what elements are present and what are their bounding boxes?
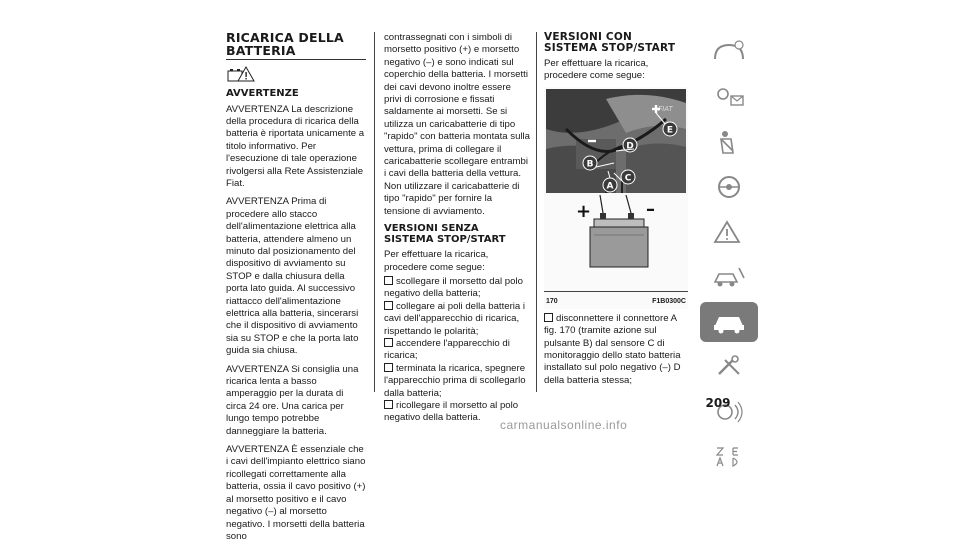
section-heading-stop-start: VERSIONI CON SISTEMA STOP/START [544, 31, 676, 54]
nav-tile-driving[interactable] [700, 167, 758, 207]
warning-paragraph: AVVERTENZA Prima di procedere allo stacco dell'alimentazione elettrica alla batteria, attendere almeno un minuto dal posizionamento del dispositivo di avviamento su STOP e dalla chiusura della porta lato guida. Al successivo riattacco dell'alimentazione elettrica alla batteria, sincerarsi che il dispositivo di avviamento sia su STOP e che la porta lato guida sia chiusa. [226, 196, 359, 357]
procedure-steps [384, 276, 530, 425]
column-1 [226, 32, 366, 549]
service-wrench-icon [711, 354, 747, 380]
battery-warning-icon [226, 65, 256, 83]
lights-mail-icon [711, 84, 747, 110]
list-item: ricollegare il morsetto al polo negativo della batteria. [384, 399, 519, 424]
checkbox-icon [384, 301, 393, 310]
battery-minus-label: – [646, 198, 655, 220]
checkbox-icon [544, 313, 553, 322]
column-divider [374, 32, 375, 392]
column-2 [384, 32, 530, 425]
nav-tile-dashboard[interactable] [700, 32, 758, 72]
page-number: 209 [705, 396, 731, 410]
continued-paragraph: contrassegnati con i simboli di morsetto positivo (+) e morsetto negativo (–) e sono indicati sul coperchio della batteria. I morsetti dei cavi devono inoltre essere privi di corrosione e fissati saldamente ai morsetti. Se si utilizza un caricabatterie di tipo "rapido" con batteria montata sulla vettura, prima di collegare il caricabatterie scollegare entrambi i cavi della batteria della vettura. Non utilizzare il caricabatterie di tipo "rapido" per fornire la tensione di avviamento. [384, 32, 531, 217]
callout-c: C [624, 173, 632, 184]
engine-cover-logo: FIAT [658, 105, 673, 113]
car-active-icon [711, 309, 747, 335]
callout-e: E [666, 125, 674, 136]
column-divider [536, 32, 537, 392]
seatbelt-icon [711, 129, 747, 155]
nav-tile-technical[interactable] [700, 347, 758, 387]
nav-tile-emergency[interactable] [700, 257, 758, 297]
warning-paragraph: AVVERTENZA È essenziale che i cavi dell'impianto elettrico siano ricollegati correttamente alla batteria, ossia il cavo positivo (+) al morsetto positivo e il cavo negativo (–) al morsetto negativo. I morsetti della batteria sono [226, 444, 366, 542]
page-title: RICARICA DELLA BATTERIA [226, 30, 344, 58]
watermark: carmanualsonline.info [500, 418, 628, 432]
chapter-sidebar [700, 32, 758, 482]
dashboard-info-icon [711, 39, 747, 65]
callout-b: B [586, 159, 594, 170]
procedure-lead: Per effettuare la ricarica, procedere come segue: [384, 249, 489, 273]
checkbox-icon [384, 276, 393, 285]
checkbox-icon [384, 338, 393, 347]
title-block [226, 32, 366, 60]
nav-tile-index[interactable] [700, 437, 758, 477]
figure-number: 170 [546, 297, 558, 305]
warning-triangle-icon [711, 219, 747, 245]
callout-a: A [606, 181, 614, 192]
list-item: collegare ai poli della batteria i cavi dell'apparecchio di ricarica, rispettando le polarità; [384, 300, 526, 337]
battery-drawing [570, 195, 666, 279]
steering-wheel-icon [711, 174, 747, 200]
warnings-heading: AVVERTENZE [226, 88, 299, 99]
list-item: accendere l'apparecchio di ricarica; [384, 337, 510, 362]
checkbox-icon [384, 400, 393, 409]
nav-tile-warnings[interactable] [700, 212, 758, 252]
section-heading-no-stop-start: VERSIONI SENZA SISTEMA STOP/START [384, 223, 506, 245]
list-item: scollegare il morsetto dal polo negativo della batteria; [384, 275, 523, 300]
battery-plus-label: + [576, 200, 592, 222]
nav-tile-safety[interactable] [700, 122, 758, 162]
list-item: disconnettere il connettore A fig. 170 (tramite azione sul pulsante B) dal sensore C di monitoraggio dello stato batteria installato sul polo negativo (–) D della batteria stessa; [544, 312, 681, 386]
figure-code: F1B0300C [652, 297, 686, 305]
callout-d: D [626, 141, 634, 152]
procedure-lead: Per effettuare la ricarica, procedere come segue: [544, 58, 649, 82]
checkbox-icon [384, 363, 393, 372]
index-alphabet-icon [711, 444, 747, 470]
procedure-steps [544, 313, 688, 387]
car-tools-icon [711, 264, 747, 290]
nav-tile-maintenance-active[interactable] [700, 302, 758, 342]
figure-170 [544, 87, 688, 309]
nav-tile-lights[interactable] [700, 77, 758, 117]
list-item: terminata la ricarica, spegnere l'apparecchio prima di scollegarlo dalla batteria; [384, 362, 526, 399]
warning-paragraph: AVVERTENZA Si consiglia una ricarica lenta a basso amperaggio per la durata di circa 24 ore. Una carica per lungo tempo potrebbe danneggiare la batteria. [226, 363, 359, 437]
figure-caption [544, 291, 688, 306]
warning-paragraph: AVVERTENZA La descrizione della procedura di ricarica della batteria è riportata unicamente a titolo informativo. Per l'esecuzione di tale operazione rivolgersi alla Rete Assistenziale Fiat. [226, 103, 365, 189]
column-3 [544, 32, 688, 387]
plus-sign-top [652, 105, 660, 113]
